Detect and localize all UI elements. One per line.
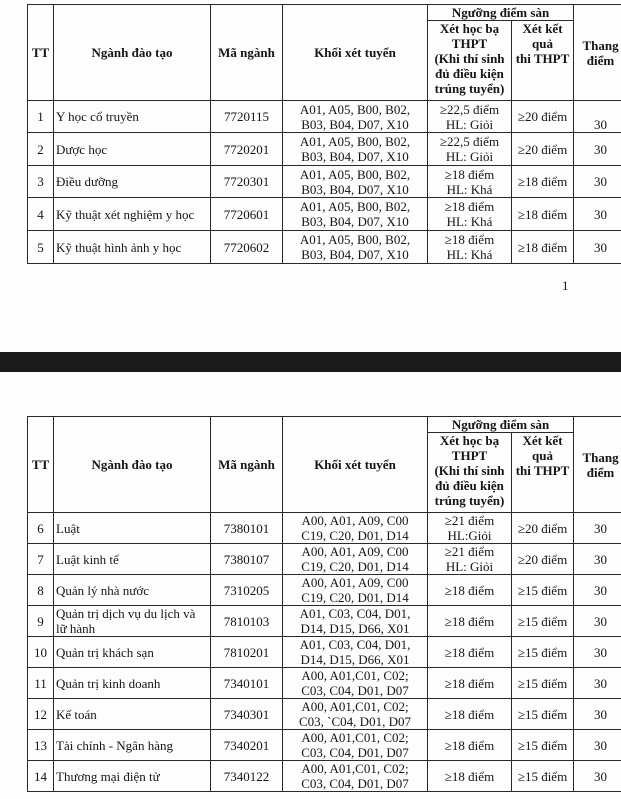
header-ma-nganh: Mã ngành xyxy=(211,417,283,513)
table-header xyxy=(28,417,621,513)
header-xet-thpt: Xét kết quả thi THPT xyxy=(512,433,574,513)
header-tt: TT xyxy=(28,5,54,101)
header-khoi: Khối xét tuyển xyxy=(283,5,428,101)
page-separator xyxy=(0,352,621,372)
admission-table-page-2 xyxy=(27,416,621,792)
table-row: 10 Quản trị khách sạn 7810201 A01, C03, C04, D01, D14, D15, D66, X01 ≥18 điểm ≥15 điểm 30 xyxy=(28,637,621,668)
header-nganh: Ngành đào tạo xyxy=(54,5,211,101)
header-xet-thpt: Xét kết quả thi THPT xyxy=(512,21,574,101)
header-ma-nganh: Mã ngành xyxy=(211,5,283,101)
header-xet-hoc-ba: Xét học bạ THPT (Khi thí sinh đủ điều kiện trúng tuyển) xyxy=(428,433,512,513)
table-row: 8 Quản lý nhà nước 7310205 A00, A01, A09, C00 C19, C20, D01, D14 ≥18 điểm ≥15 điểm 30 xyxy=(28,575,621,606)
header-nguong-diem-san: Ngưỡng điểm sàn xyxy=(428,5,574,21)
admission-table-page-1 xyxy=(27,4,621,264)
table-row: 2 Dược học 7720201 A01, A05, B00, B02, B03, B04, D07, X10 ≥22,5 điểm HL: Giỏi ≥20 điểm 30 xyxy=(28,133,621,166)
header-thang-diem: Thang điểm xyxy=(574,417,621,513)
table-row: 14 Thương mại điện tử 7340122 A00, A01,C01, C02; C03, C04, D01, D07 ≥18 điểm ≥15 điểm 30 xyxy=(28,761,621,792)
table-row: 4 Kỹ thuật xét nghiệm y học 7720601 A01, A05, B00, B02, B03, B04, D07, X10 ≥18 điểm HL: Khá ≥18 điểm 30 xyxy=(28,198,621,231)
table-header xyxy=(28,5,621,101)
table-row: 3 Điều dưỡng 7720301 A01, A05, B00, B02, B03, B04, D07, X10 ≥18 điểm HL: Khá ≥18 điểm 30 xyxy=(28,166,621,198)
table-row: 9 Quản trị dịch vụ du lịch và lữ hành 7810103 A01, C03, C04, D01, D14, D15, D66, X01 ≥18 điểm ≥15 điểm 30 xyxy=(28,606,621,637)
header-tt: TT xyxy=(28,417,54,513)
table-row: 12 Kế toán 7340301 A00, A01,C01, C02; C03, `C04, D01, D07 ≥18 điểm ≥15 điểm 30 xyxy=(28,699,621,730)
header-nguong-diem-san: Ngưỡng điểm sàn xyxy=(428,417,574,433)
page-number: 1 xyxy=(562,278,569,293)
table-row: 13 Tài chính - Ngân hàng 7340201 A00, A01,C01, C02; C03, C04, D01, D07 ≥18 điểm ≥15 điểm 30 xyxy=(28,730,621,761)
document-page-1 xyxy=(0,0,621,352)
header-xet-hoc-ba: Xét học bạ THPT (Khi thí sinh đủ điều kiện trúng tuyển) xyxy=(428,21,512,101)
table-row: 5 Kỹ thuật hình ảnh y học 7720602 A01, A05, B00, B02, B03, B04, D07, X10 ≥18 điểm HL: Khá ≥18 điểm 30 xyxy=(28,231,621,264)
header-nganh: Ngành đào tạo xyxy=(54,417,211,513)
table-row: 11 Quản trị kinh doanh 7340101 A00, A01,C01, C02; C03, C04, D01, D07 ≥18 điểm ≥15 điểm 30 xyxy=(28,668,621,699)
table-row: 7 Luật kinh tế 7380107 A00, A01, A09, C00 C19, C20, D01, D14 ≥21 điểm HL: Giỏi ≥20 điểm 30 xyxy=(28,544,621,575)
table-row: 1 Y học cổ truyền 7720115 A01, A05, B00, B02, B03, B04, D07, X10 ≥22,5 điểm HL: Giỏi ≥20 điểm 30 xyxy=(28,101,621,133)
document-page-2 xyxy=(0,372,621,799)
header-thang-diem: Thang điểm xyxy=(574,5,621,101)
header-khoi: Khối xét tuyển xyxy=(283,417,428,513)
table-row: 6 Luật 7380101 A00, A01, A09, C00 C19, C20, D01, D14 ≥21 điểm HL:Giỏi ≥20 điểm 30 xyxy=(28,513,621,544)
